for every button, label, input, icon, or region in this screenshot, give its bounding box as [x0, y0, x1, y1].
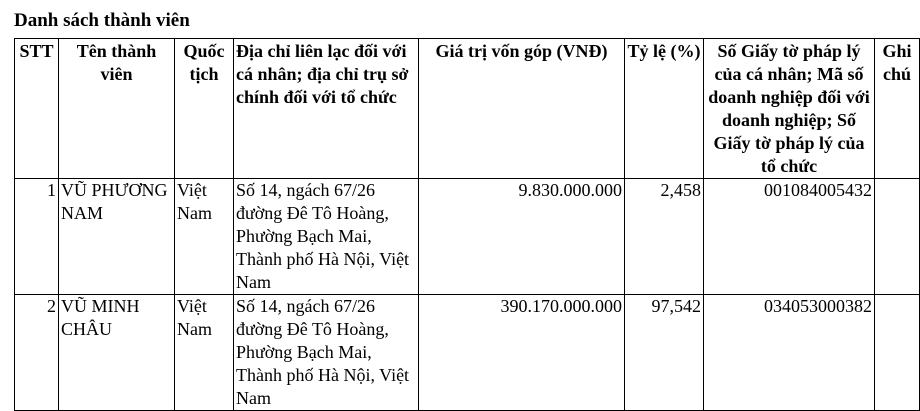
header-note: Ghi chú: [875, 39, 920, 179]
cell-ratio: 97,542: [625, 295, 704, 411]
header-address: Địa chỉ liên lạc đối với cá nhân; địa chỉ trụ sở chính đối với tổ chức: [234, 39, 419, 179]
cell-document: 034053000382: [704, 295, 875, 411]
header-name: Tên thành viên: [59, 39, 175, 179]
header-nationality: Quốc tịch: [175, 39, 234, 179]
cell-nationality: Việt Nam: [175, 295, 234, 411]
header-stt: STT: [15, 39, 59, 179]
cell-stt: 1: [15, 179, 59, 295]
cell-nationality: Việt Nam: [175, 179, 234, 295]
header-capital: Giá trị vốn góp (VNĐ): [419, 39, 625, 179]
cell-ratio: 2,458: [625, 179, 704, 295]
cell-stt: 2: [15, 295, 59, 411]
header-ratio: Tỷ lệ (%): [625, 39, 704, 179]
header-document: Số Giấy tờ pháp lý của cá nhân; Mã số doanh nghiệp đối với doanh nghiệp; Số Giấy tờ pháp lý của tổ chức: [704, 39, 875, 179]
cell-name: VŨ MINH CHÂU: [59, 295, 175, 411]
table-header-row: [15, 39, 920, 179]
cell-document: 001084005432: [704, 179, 875, 295]
cell-note: [875, 295, 920, 411]
cell-address: Số 14, ngách 67/26 đường Đê Tô Hoàng, Phường Bạch Mai, Thành phố Hà Nội, Việt Nam: [234, 179, 419, 295]
cell-address: Số 14, ngách 67/26 đường Đê Tô Hoàng, Phường Bạch Mai, Thành phố Hà Nội, Việt Nam: [234, 295, 419, 411]
cell-name: VŨ PHƯƠNG NAM: [59, 179, 175, 295]
members-table: [14, 38, 920, 411]
cell-capital: 390.170.000.000: [419, 295, 625, 411]
table-row: [15, 179, 920, 295]
cell-note: [875, 179, 920, 295]
cell-capital: 9.830.000.000: [419, 179, 625, 295]
section-title: Danh sách thành viên: [14, 10, 190, 31]
table-row: [15, 295, 920, 411]
